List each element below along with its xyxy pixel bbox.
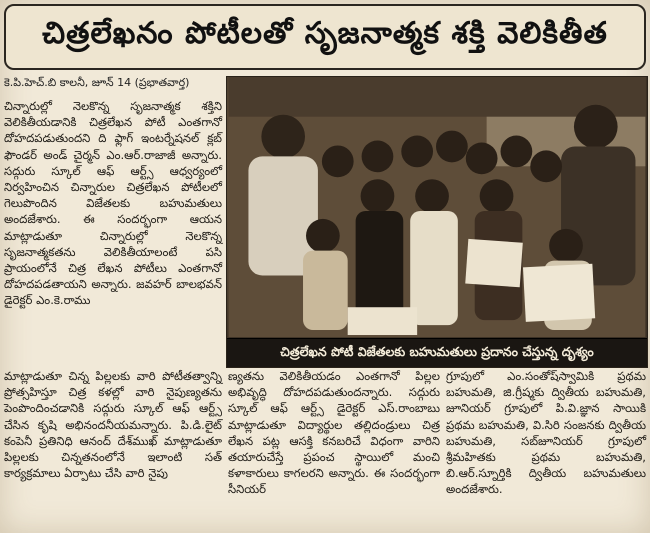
dateline: కె.పి.హెచ్.బి కాలనీ, జూన్ 14 (ప్రభాతవార్త) [4, 76, 190, 89]
headline: చిత్రలేఖనం పోటీలతో సృజనాత్మక శక్తి వెలికితీత [4, 4, 646, 70]
photo-caption: చిత్రలేఖన పోటీ విజేతలకు బహుమతులు ప్రదానం చేస్తున్న దృశ్యం [227, 338, 647, 367]
article-column-bottom-1 [4, 368, 222, 481]
article-text-bottom-1: మాట్లాడుతూ చిన్న పిల్లలకు వారి పోటీతత్వాన్ని ప్రోత్సహిస్తూ చిత్ర కళల్లో వారి నైపుణ్యతను పెంపొందించడానికి సద్గురు స్కూల్ ఆఫ్ ఆర్ట్స్ చేసిన కృషి అభినందనీయమన్నారు. పి.డి.లైట్ కంపెనీ ప్రతినిధి ఆనంద్ దేశ్‌ముఖ్ మాట్లాడుతూ పిల్లలకు చిన్నతనంలోనే ఇలాంటి సత్ కార్యక్రమాలు ఏర్పాటు చేసి వారి నైపు [4, 369, 222, 481]
article-text-bottom-3: గ్రూపులో ఎం.సంతోష్‌స్వామికి ప్రథమ బహుమతి, జి.గ్రీష్మకు ద్వితీయ బహుమతి, జూనియర్ గ్రూపులో పి.వి.జ్ఞాన సాయికి ప్రథమ బహుమతి, వి.సిరి సంజనకు ద్వితీయ బహుమతి, సబ్‌జూనియర్ గ్రూపులో శ్రీమహితకు ప్రథమ బహుమతి, బి.ఆర్.స్నూర్తికి ద్వితీయ బహుమతులు అందజేశారు. [446, 369, 646, 497]
article-column-bottom-2 [228, 368, 440, 498]
award-photo [226, 76, 648, 368]
article-text-left: చిన్నారుల్లో నెలకొన్న సృజనాత్మక శక్తిని వెలికితీయడానికి చిత్రలేఖన పోటీ ఎంతగానో దోహదపడుతుందని ది ఫ్లాగ్ ఇంటర్నేషనల్ క్లబ్ ఫౌండర్ అండ్ చైర్మన్ ఎం.ఆర్.రాజాజీ అన్నారు. సద్గురు స్కూల్ ఆఫ్ ఆర్ట్స్ ఆధ్వర్యంలో నిర్వహించిన చిన్నారుల చిత్రలేఖన పోటీలలో గెలుపొందిన విజేతలకు బహుమతులు అందజేశారు. ఈ సందర్భంగా ఆయన మాట్లాడుతూ చిన్నారుల్లో నెలకొన్న సృజనాత్మకతను వెలికితీయాలంటే పసి ప్రాయంలోనే చిత్ర లేఖన పోటీలు ఎంతగానో దోహదపడతాయని అన్నారు. జవహర్ బాలభవన్ డైరెక్టర్ ఎం.కె.రాము [4, 99, 222, 308]
article-text-bottom-2: ణ్యతను వెలికితీయడం ఎంతగానో పిల్లల అభివృద్ధి దోహదపడుతుందన్నారు. సద్గురు స్కూల్ ఆఫ్ ఆర్ట్స్ డైరెక్టర్ ఎస్.రాంబాబు మాట్లాడుతూ విద్యార్థుల తల్లిదండ్రులు చిత్ర లేఖన పట్ల ఆసక్తి కనబరిచే విధంగా వారిని తయారుచేస్తే ప్రపంచ స్థాయిలో మంచి కళాకారులు కాగలరని అన్నారు. ఈ సందర్భంగా సీనియర్ [228, 369, 440, 497]
article-column-left [4, 98, 222, 309]
photo-scene [227, 77, 647, 337]
article-column-bottom-3 [446, 368, 646, 498]
